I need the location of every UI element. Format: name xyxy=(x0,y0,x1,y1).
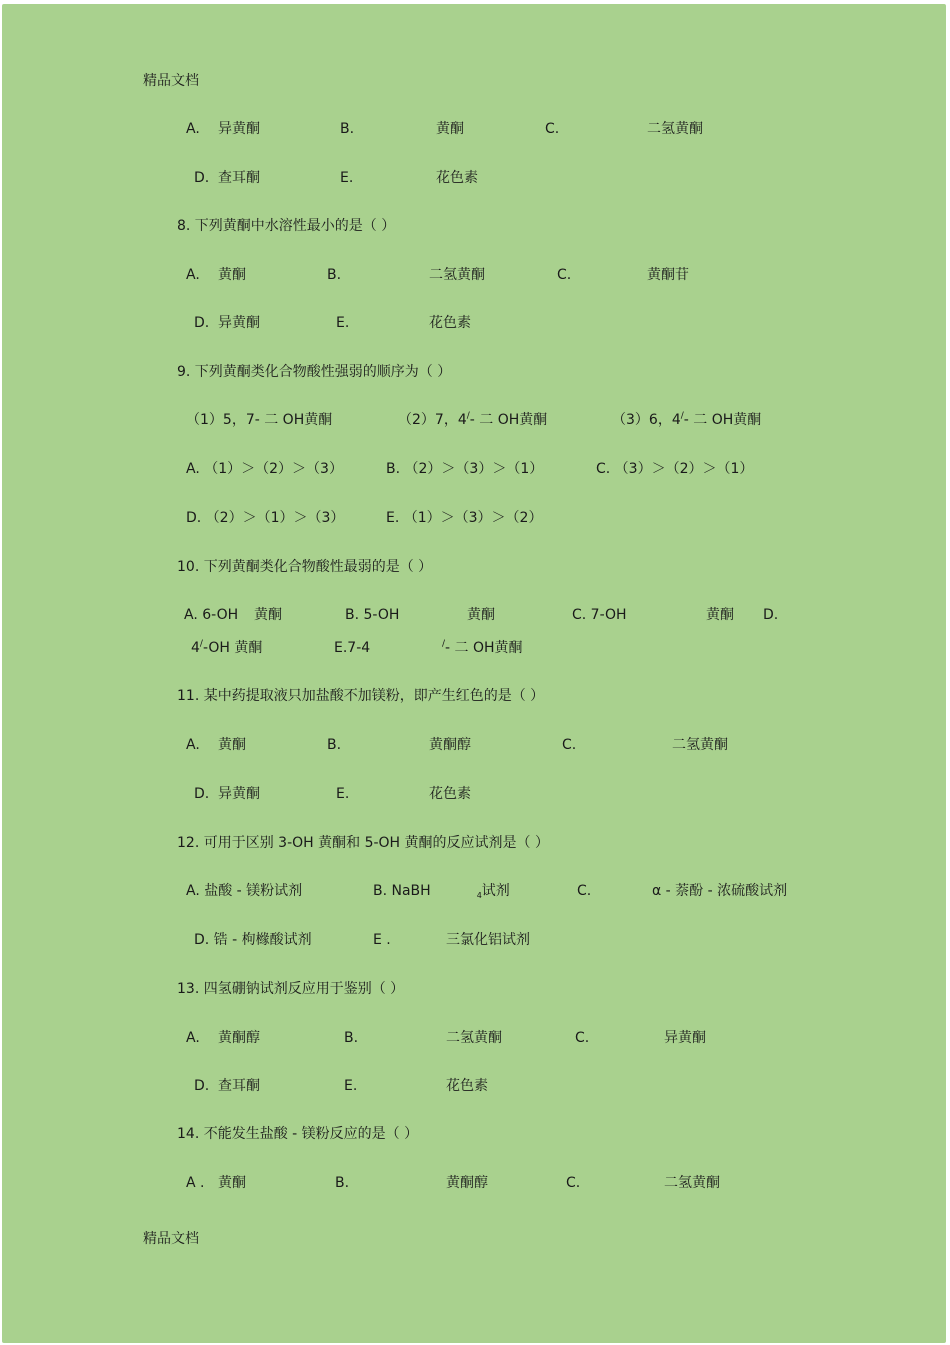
option-e-text: 花色素 xyxy=(429,786,471,802)
option-b-letter: B. xyxy=(327,267,342,283)
option-a: A. 盐酸 - 镁粉试剂 xyxy=(186,883,303,899)
option-d-text: 异黄酮 xyxy=(218,786,260,802)
option-b-text: 黄酮醇 xyxy=(446,1175,488,1191)
option-c-text: α - 萘酚 - 浓硫酸试剂 xyxy=(652,883,788,899)
option-a-text: 黄酮醇 xyxy=(218,1030,260,1046)
option-e-letter: E. xyxy=(340,170,354,186)
option-b-text: 黄酮 xyxy=(467,607,495,623)
option-b-text: 二氢黄酮 xyxy=(446,1030,502,1046)
option-b-label: B. 5-OH xyxy=(345,607,400,623)
option-d-letter: D. xyxy=(194,170,210,186)
option-b-text: 黄酮醇 xyxy=(429,737,471,753)
option-e-text: 花色素 xyxy=(429,315,471,331)
option-b-letter: B. xyxy=(327,737,342,753)
question-stem: 13. 四氢硼钠试剂反应用于鉴别（ ） xyxy=(177,981,405,997)
question-stem: 11. 某中药提取液只加盐酸不加镁粉，即产生红色的是（ ） xyxy=(177,688,545,704)
option-a-letter: A. xyxy=(186,121,200,137)
option-c-letter: C. xyxy=(562,737,577,753)
option-b-text: 黄酮 xyxy=(436,121,464,137)
option-c-label: C. 7-OH xyxy=(572,607,627,623)
question-stem: 14. 不能发生盐酸 - 镁粉反应的是（ ） xyxy=(177,1126,419,1142)
option-e-text: 三氯化铝试剂 xyxy=(446,932,530,948)
option-d: D. （2）＞（1）＞（3） xyxy=(186,510,345,526)
option-a-text: 异黄酮 xyxy=(218,121,260,137)
option-b-letter: B. xyxy=(335,1175,350,1191)
option-c-letter: C. xyxy=(577,883,592,899)
option-a-letter: A . xyxy=(186,1175,205,1191)
option-c-text: 二氢黄酮 xyxy=(672,737,728,753)
option-e-letter: E. xyxy=(336,315,350,331)
option-a-letter: A. xyxy=(186,1030,200,1046)
option-c-letter: C. xyxy=(566,1175,581,1191)
option-a-letter: A. xyxy=(186,737,200,753)
compound-2: （2）7，4/- 二 OH黄酮 xyxy=(398,411,548,428)
document-page xyxy=(2,4,946,1343)
option-e: E. （1）＞（3）＞（2） xyxy=(386,510,543,526)
option-e-text: 花色素 xyxy=(436,170,478,186)
option-a: A. （1）＞（2）＞（3） xyxy=(186,461,343,477)
option-c-letter: C. xyxy=(557,267,572,283)
question-stem: 8. 下列黄酮中水溶性最小的是（ ） xyxy=(177,218,396,234)
option-d-letter: D. xyxy=(194,1078,210,1094)
question-stem: 10. 下列黄酮类化合物酸性最弱的是（ ） xyxy=(177,559,433,575)
option-c-text: 黄酮 xyxy=(706,607,734,623)
option-a-text: 黄酮 xyxy=(218,267,246,283)
option-a-letter: A. xyxy=(186,267,200,283)
option-b-letter: B. xyxy=(340,121,355,137)
option-b: B. （2）＞（3）＞（1） xyxy=(386,461,544,477)
option-b: B. NaBH $_4$试剂 xyxy=(373,883,510,900)
compound-3: （3）6，4/- 二 OH黄酮 xyxy=(612,411,762,428)
option-c: C. （3）＞（2）＞（1） xyxy=(596,461,754,477)
option-d-text: 异黄酮 xyxy=(218,315,260,331)
option-e-text: 花色素 xyxy=(446,1078,488,1094)
option-c-text: 二氢黄酮 xyxy=(647,121,703,137)
option-c-letter: C. xyxy=(575,1030,590,1046)
option-d-letter: D. xyxy=(763,607,779,623)
option-e-letter: E. xyxy=(336,786,350,802)
option-d-text: 查耳酮 xyxy=(218,170,260,186)
option-c-letter: C. xyxy=(545,121,560,137)
compound-1: （1）5，7- 二 OH黄酮 xyxy=(186,412,333,428)
page-header: 精品文档 xyxy=(143,73,199,89)
option-d-letter: D. xyxy=(194,786,210,802)
option-d-text: 4/-OH 黄酮 xyxy=(191,639,263,656)
option-e-letter: E . xyxy=(373,932,391,948)
option-a-text: 黄酮 xyxy=(218,1175,246,1191)
option-a-label: A. 6-OH xyxy=(184,607,239,623)
option-e-letter: E. xyxy=(344,1078,358,1094)
option-b-letter: B. xyxy=(344,1030,359,1046)
option-d-text: 查耳酮 xyxy=(218,1078,260,1094)
option-d-letter: D. xyxy=(194,315,210,331)
option-e-text: /- 二 OH黄酮 xyxy=(442,639,523,656)
option-c-text: 二氢黄酮 xyxy=(664,1175,720,1191)
option-b-text: 二氢黄酮 xyxy=(429,267,485,283)
option-a-text: 黄酮 xyxy=(254,607,282,623)
option-c-text: 黄酮苷 xyxy=(647,267,689,283)
option-d: D. 锆 - 枸橼酸试剂 xyxy=(194,932,312,948)
question-stem: 9. 下列黄酮类化合物酸性强弱的顺序为（ ） xyxy=(177,364,452,380)
option-a-text: 黄酮 xyxy=(218,737,246,753)
question-stem: 12. 可用于区别 3-OH 黄酮和 5-OH 黄酮的反应试剂是（ ） xyxy=(177,835,549,851)
option-e-label: E.7-4 xyxy=(334,640,371,656)
page-footer: 精品文档 xyxy=(143,1231,199,1247)
option-c-text: 异黄酮 xyxy=(664,1030,706,1046)
